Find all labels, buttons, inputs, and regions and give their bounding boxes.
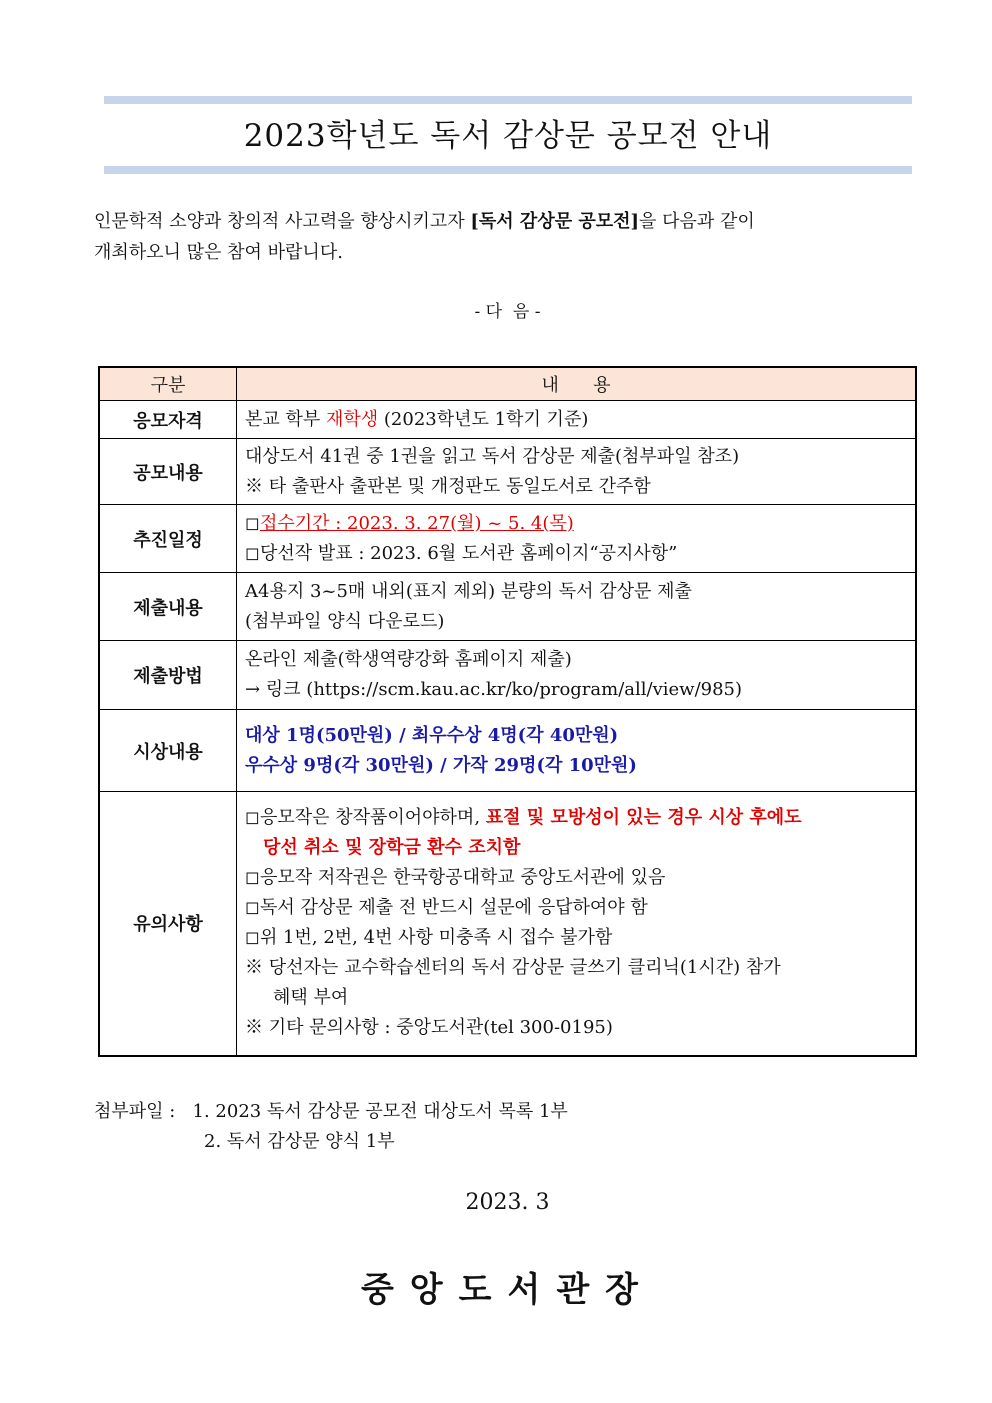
row-label: 제출방법 <box>99 641 237 710</box>
row-content <box>237 401 917 439</box>
schedule-line-2 <box>245 539 907 569</box>
note-3: ◻독서 감상문 제출 전 반드시 설문에 응답하여야 함 <box>245 897 648 919</box>
table-row-eligibility <box>99 401 916 439</box>
organization-signature: 중앙도서관장 <box>360 1270 655 1310</box>
title-top-bar <box>104 96 912 104</box>
table-row-method <box>99 641 916 710</box>
row-content <box>237 439 917 505</box>
note-1-text: ◻응모작은 창작품이어야하며, <box>245 807 486 829</box>
checkbox-bullet-icon: ◻ <box>245 542 260 564</box>
note-1-warning-cont: 당선 취소 및 장학금 환수 조치함 <box>263 837 521 859</box>
row-label: 공모내용 <box>99 439 237 505</box>
note-5: ※ 당선자는 교수학습센터의 독서 감상문 글쓰기 클리닉(1시간) 참가 <box>245 957 781 979</box>
eligibility-text-end: (2023학년도 1학기 기준) <box>378 408 589 430</box>
table-header-row <box>99 367 916 401</box>
note-4: ◻위 1번, 2번, 4번 사항 미충족 시 접수 불가함 <box>245 927 613 949</box>
contents-line-1: 대상도서 41권 중 1권을 읽고 독서 감상문 제출(첨부파일 참조) <box>245 445 740 467</box>
table-row-awards <box>99 710 916 792</box>
row-content <box>237 505 917 573</box>
schedule-line-1 <box>245 509 907 539</box>
info-table <box>98 366 917 1057</box>
intro-text: 인문학적 소양과 창의적 사고력을 향상시키고자 <box>94 211 471 232</box>
page-title: 2023학년도 독서 감상문 공모전 안내 <box>243 118 773 154</box>
row-content <box>237 641 917 710</box>
eligibility-highlight: 재학생 <box>326 408 379 430</box>
row-content <box>237 573 917 641</box>
note-2: ◻응모작 저작권은 한국항공대학교 중앙도서관에 있음 <box>245 867 666 889</box>
attachment-item-1: 1. 2023 독서 감상문 공모전 대상도서 목록 1부 <box>192 1101 568 1122</box>
row-label: 응모자격 <box>99 401 237 439</box>
document-date: 2023. 3 <box>465 1190 550 1215</box>
table-row-contents <box>99 439 916 505</box>
submission-line-2: (첨부파일 양식 다운로드) <box>245 610 445 632</box>
section-divider-text: - 다 음 - <box>474 302 541 322</box>
table-row-notes <box>99 792 916 1056</box>
attachments-line-1 <box>94 1097 568 1127</box>
schedule-announcement: 당선작 발표 : 2023. 6월 도서관 홈페이지“공지사항” <box>259 542 678 564</box>
row-label: 유의사항 <box>99 792 237 1056</box>
contents-line-2: ※ 타 출판사 출판본 및 개정판도 동일도서로 간주함 <box>245 475 651 497</box>
submission-line-1: A4용지 3~5매 내외(표지 제외) 분량의 독서 감상문 제출 <box>245 580 692 602</box>
schedule-period: 접수기간 : 2023. 3. 27(월) ~ 5. 4(목) <box>259 512 574 534</box>
table-row-submission <box>99 573 916 641</box>
intro-text-end: 을 다음과 같이 <box>639 211 755 232</box>
intro-bold-text: [독서 감상문 공모전] <box>470 211 640 232</box>
row-label: 시상내용 <box>99 710 237 792</box>
title-bottom-bar <box>104 166 912 174</box>
intro-line-1 <box>94 207 924 237</box>
attachments-label: 첨부파일 : <box>94 1101 176 1122</box>
checkbox-bullet-icon: ◻ <box>245 512 260 534</box>
awards-line-2: 우수상 9명(각 30만원) / 가작 29명(각 10만원) <box>245 754 637 776</box>
method-link[interactable]: → 링크 (https://scm.kau.ac.kr/ko/program/all/view/985) <box>245 679 743 700</box>
row-content <box>237 792 917 1056</box>
eligibility-text: 본교 학부 <box>245 408 326 430</box>
note-1 <box>245 803 907 833</box>
awards-line-1: 대상 1명(50만원) / 최우수상 4명(각 40만원) <box>245 724 619 746</box>
note-1-warning: 표절 및 모방성이 있는 경우 시상 후에도 <box>485 807 802 829</box>
table-row-schedule <box>99 505 916 573</box>
row-content <box>237 710 917 792</box>
header-content: 내 용 <box>237 367 917 401</box>
attachment-item-2: 2. 독서 감상문 양식 1부 <box>204 1131 395 1152</box>
note-6: ※ 기타 문의사항 : 중앙도서관(tel 300-0195) <box>245 1017 613 1039</box>
row-label: 제출내용 <box>99 573 237 641</box>
row-label: 추진일정 <box>99 505 237 573</box>
header-category: 구분 <box>99 367 237 401</box>
note-5-cont: 혜택 부여 <box>273 987 349 1009</box>
intro-line-2: 개최하오니 많은 참여 바랍니다. <box>94 242 343 263</box>
method-line-1: 온라인 제출(학생역량강화 홈페이지 제출) <box>245 649 572 670</box>
